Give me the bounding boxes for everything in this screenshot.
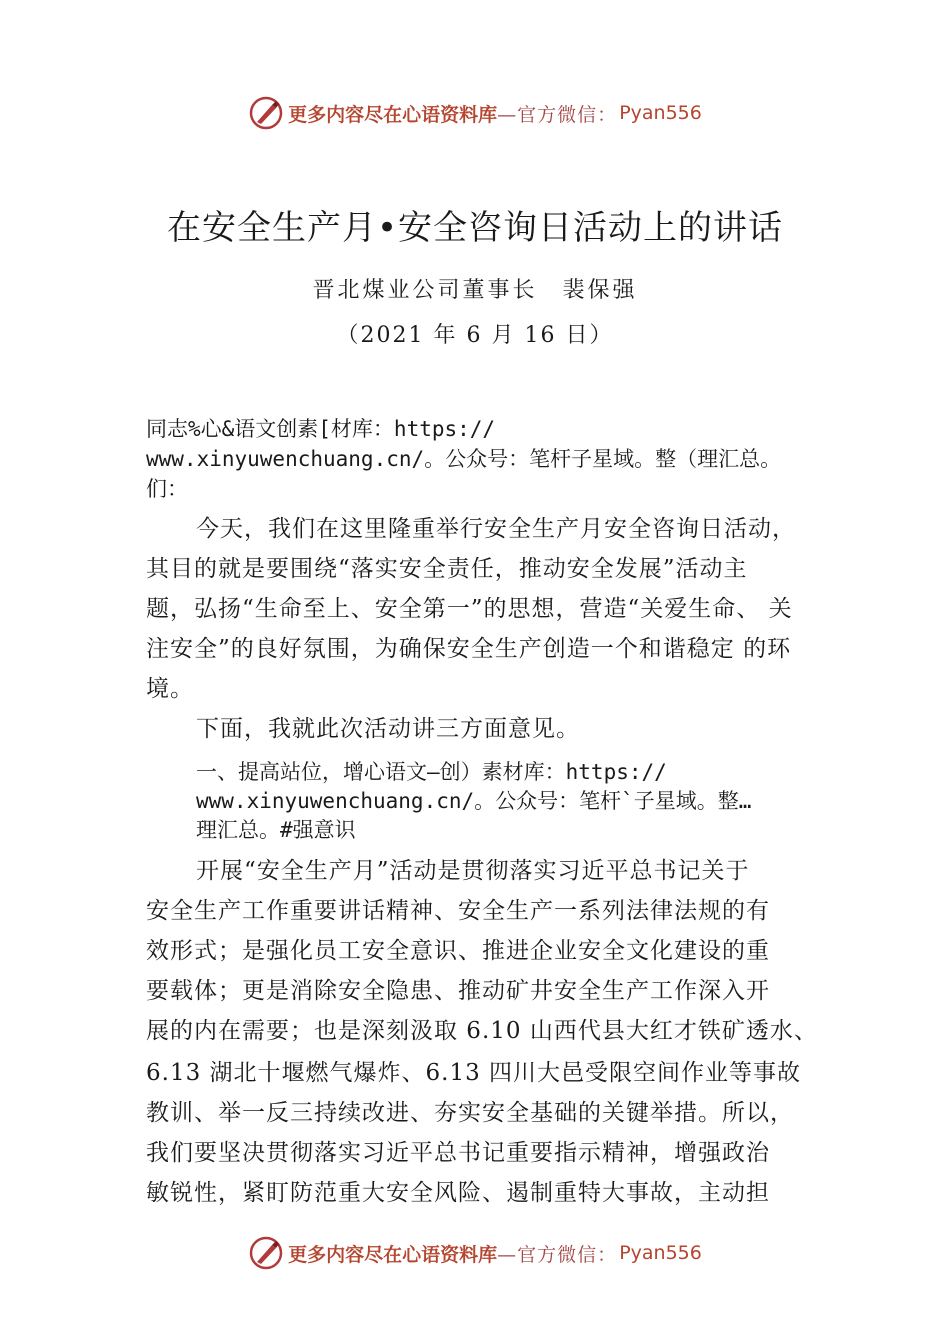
banner-wechat-label: —官方微信： [497,103,618,126]
document-date: （2021 年 6 月 16 日） [336,323,614,348]
paragraph-line: 开展“安全生产月”活动是贯彻落实习近平总书记关于 [196,858,750,884]
paragraph-line: 境。 [146,676,194,702]
banner-wechat-label: —官方微信： [497,1243,618,1266]
paragraph-line: 要载体；更是消除安全隐患、推动矿井安全生产工作深入开 [146,978,770,1004]
footer-banner [0,1233,950,1273]
pen-logo-icon [248,95,284,131]
paragraph-line: 我们要坚决贯彻落实习近平总书记重要指示精神，增强政治 [146,1140,770,1166]
document-author: 晋北煤业公司董事长 裴保强 [312,278,638,303]
banner-lead-text: 更多内容尽在心语资料库 [288,103,498,126]
paragraph-line: 展的内在需要；也是深刻汲取 6.10 山西代县大红才铁矿透水、 [146,1018,818,1044]
section-heading-line: 一、提高站位，增心语文—创）素材库：https:// [196,760,667,784]
paragraph-line: 6.13 湖北十堰燃气爆炸、6.13 四川大邑受限空间作业等事故 [146,1060,802,1086]
paragraph-line: 今天，我们在这里隆重举行安全生产月安全咨询日活动， [196,516,796,542]
paragraph-line: 下面，我就此次活动讲三方面意见。 [196,716,580,742]
paragraph-line: 注安全”的良好氛围，为确保安全生产创造一个和谐稳定 的环 [146,636,792,662]
header-banner [0,93,950,133]
document-title: 在安全生产月•安全咨询日活动上的讲话 [166,208,784,248]
text-line: 们： [146,477,188,501]
text-line: 同志%心&语文创素[材库：https:// [146,417,496,441]
pen-logo-icon [248,1235,284,1271]
banner-wechat-id: Pyan556 [619,1242,702,1264]
paragraph-line: 效形式；是强化员工安全意识、推进企业安全文化建设的重 [146,938,770,964]
banner-lead-text: 更多内容尽在心语资料库 [288,1243,498,1266]
text-line: www.xinyuwenchuang.cn/。公众号：笔杆子星域。整（理汇总。 [146,447,782,471]
paragraph-line: 教训、举一反三持续改进、夯实安全基础的关键举措。所以， [146,1100,794,1126]
paragraph-line: 敏锐性，紧盯防范重大安全风险、遏制重特大事故，主动担 [146,1180,770,1206]
paragraph-line: 安全生产工作重要讲话精神、安全生产一系列法律法规的有 [146,898,770,924]
paragraph-line: 其目的就是要围绕“落实安全责任，推动安全发展”活动主 [146,556,748,582]
paragraph-line: 题，弘扬“生命至上、安全第一”的思想，营造“关爱生命、 关 [146,596,793,622]
section-heading-line: 理汇总。#强意识 [196,818,356,842]
banner-wechat-id: Pyan556 [619,102,702,124]
section-heading-line: www.xinyuwenchuang.cn/。公众号：笔杆`子星域。整… [196,789,752,813]
